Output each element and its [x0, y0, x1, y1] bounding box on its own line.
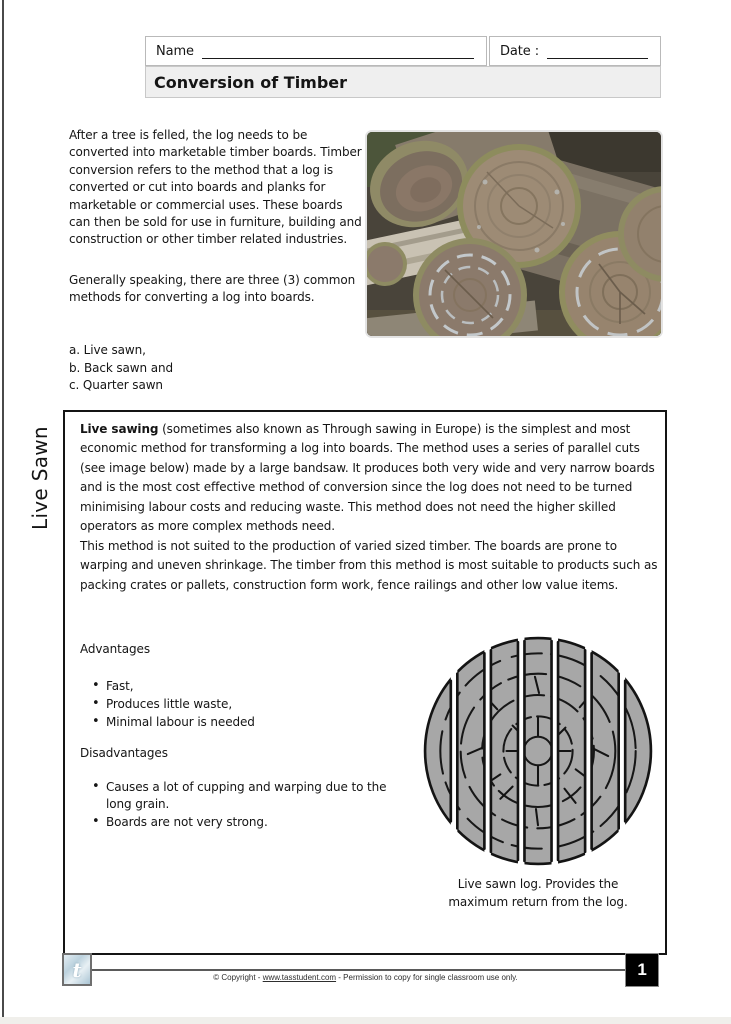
live-sawn-log-diagram [421, 634, 655, 868]
copyright-line [145, 973, 586, 982]
live-sawn-section-box [63, 410, 667, 955]
method-item-c: c. Quarter sawn [69, 378, 163, 393]
advantages-heading: Advantages [80, 642, 150, 656]
live-sawn-paragraph-1 [80, 420, 660, 536]
live-sawn-log-diagram-illustration [421, 634, 655, 868]
page-title: Conversion of Timber [154, 72, 348, 92]
tasstudent-link[interactable]: www.tasstudent.com [262, 973, 337, 982]
tasstudent-logo [62, 953, 92, 986]
copyright-suffix: - Permission to copy for single classroom use only. [336, 973, 518, 982]
page-scan-left-edge [2, 0, 4, 1024]
live-sawing-lead: Live sawing [80, 422, 159, 436]
page-number: 1 [637, 960, 647, 979]
section-side-label: Live Sawn [28, 426, 52, 530]
advantage-item: • Produces little waste, [91, 696, 421, 714]
live-sawing-rest: (sometimes also known as Through sawing in Europe) is the simplest and most economic method for transforming a log into boards. The method uses a series of parallel cuts (see image below) made by a large bandsaw. It produces both very wide and very narrow boards and is the most cost effective method of conversion since the log does not need to be turned minimising labour costs and reducing waste. This method does not need the higher skilled operators as more complex methods need. [80, 422, 655, 534]
intro-paragraph-1: After a tree is felled, the log needs to be converted into marketable timber boards. Timber conversion refers to the method that a log is converted or cut into boards and planks for marketable or commercial uses. These boards can then be sold for use in furniture, building and construction or other timber related industries. [69, 128, 362, 247]
stacked-logs-photo-illustration [367, 132, 663, 338]
page-scan-bottom-band [0, 1017, 731, 1024]
live-sawn-paragraph-2: This method is not suited to the production of varied sized timber. The boards are prone to warping and uneven shrinkage. The timber from this method is most suitable to products such as packing crates or pallets, construction form work, fence railings and other low value items. [80, 539, 658, 592]
disadvantages-heading: Disadvantages [80, 746, 168, 760]
advantages-list [91, 678, 421, 732]
advantage-item: • Fast, [91, 678, 421, 696]
name-blank-line[interactable] [202, 43, 474, 59]
method-item-a: a. Live sawn, [69, 343, 146, 357]
date-label: Date : [500, 43, 539, 59]
stacked-logs-photo [365, 130, 663, 338]
date-field-box [489, 36, 661, 66]
disadvantage-item: • Causes a lot of cupping and warping due to the long grain. [91, 779, 413, 813]
diagram-caption-line2: maximum return from the log. [448, 894, 628, 909]
copyright-prefix: © Copyright - [213, 973, 263, 982]
name-field-box [145, 36, 487, 66]
footer-rule [92, 969, 625, 971]
worksheet-title-bar [145, 66, 661, 98]
disadvantages-list [91, 779, 413, 832]
methods-list [69, 342, 371, 395]
disadvantage-item: • Boards are not very strong. [91, 814, 413, 831]
tasstudent-logo-letter: t [72, 957, 82, 982]
advantage-item: • Minimal labour is needed [91, 714, 421, 732]
diagram-caption-line1: Live sawn log. Provides the [457, 877, 619, 891]
method-item-b: b. Back sawn and [69, 360, 174, 375]
intro-paragraph-2: Generally speaking, there are three (3) common methods for converting a log into boards. [69, 273, 356, 305]
date-blank-line[interactable] [547, 43, 648, 59]
diagram-caption [365, 876, 711, 911]
page-number-badge [625, 953, 659, 987]
name-label: Name [156, 43, 194, 59]
